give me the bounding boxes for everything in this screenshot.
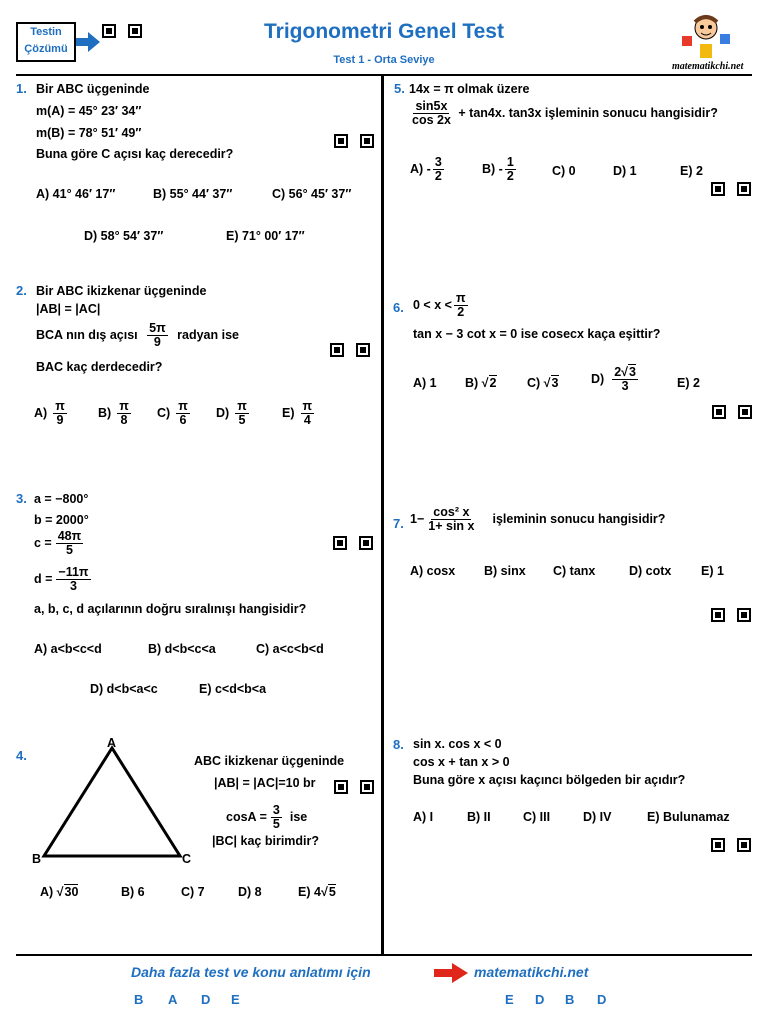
question-3-number: 3. <box>16 491 27 506</box>
q7-line1: 1− $\frac{\text{cos² x}}{\text{1+ sin x}}$ işleminin sonucu hangisidir? <box>410 505 666 534</box>
q4-option-a[interactable]: A) √30 <box>40 885 79 899</box>
answer-key-7: B <box>565 992 575 1007</box>
vertex-c-label: C <box>182 852 192 866</box>
q4-option-e[interactable]: E) 4√5 <box>298 885 336 899</box>
q4-qr-code[interactable] <box>334 780 374 820</box>
q1-option-b[interactable]: B) 55° 44′ 37″ <box>153 187 233 201</box>
q3-option-e[interactable]: E) c<d<b<a <box>199 682 267 696</box>
question-4-number: 4. <box>16 748 27 763</box>
q3-line2: b = 2000° <box>34 513 89 527</box>
q6-option-d[interactable]: D) $\frac{2√3}{3}$ <box>591 365 636 394</box>
site-logo-text: matematikchi.net <box>672 61 744 72</box>
q4-option-d[interactable]: D) 8 <box>238 885 262 899</box>
q1-line2: m(A) = 45° 23′ 34″ <box>36 104 142 118</box>
q3-qr-code[interactable] <box>333 536 373 576</box>
q4-line3: cosA = $\frac{3}{5}$ ise <box>226 803 308 832</box>
q6-line2: tan x − 3 cot x = 0 ise cosecx kaça eşittir? <box>413 327 661 341</box>
center-divider <box>381 74 384 954</box>
q3-line3: c = $\frac{48\pi}{5}$ <box>34 529 82 558</box>
q4-option-c[interactable]: C) 7 <box>181 885 205 899</box>
q6-line1: 0 < x < $\frac{\pi}{2}$ <box>413 291 466 320</box>
q1-option-e[interactable]: E) 71° 00′ 17″ <box>226 229 305 243</box>
q2-line4: BAC kaç derdecedir? <box>36 360 163 374</box>
q6-option-a[interactable]: A) 1 <box>413 376 437 390</box>
answer-key-3: D <box>201 992 211 1007</box>
q8-option-a[interactable]: A) I <box>413 810 434 824</box>
question-6-number: 6. <box>393 300 404 315</box>
answer-key-8: D <box>597 992 607 1007</box>
q7-qr-code[interactable] <box>711 608 751 648</box>
q5-line1: 14x = π olmak üzere <box>409 82 530 96</box>
bottom-divider <box>16 954 752 956</box>
footer-site-link[interactable]: matematikchi.net <box>474 964 589 980</box>
answer-key-left <box>134 992 240 1007</box>
q6-qr-code[interactable] <box>712 405 752 445</box>
q7-option-a[interactable]: A) cosx <box>410 564 456 578</box>
q4-line1: ABC ikizkenar üçgeninde <box>194 754 345 768</box>
mascot-logo-icon <box>678 14 734 62</box>
vertex-b-label: B <box>32 852 42 866</box>
footer-text: Daha fazla test ve konu anlatımı için <box>131 964 371 980</box>
q2-fraction: $\frac{5\pi}{9}$ <box>149 321 166 350</box>
q2-line3-b: radyan ise <box>177 327 239 342</box>
q2-option-b[interactable]: B) $\frac{\pi}{8}$ <box>98 399 129 428</box>
solution-label-line2: Çözümü <box>24 43 68 55</box>
q8-option-e[interactable]: E) Bulunamaz <box>647 810 730 824</box>
solution-label-line1: Testin <box>30 26 62 38</box>
q8-line1: sin x. cos x < 0 <box>413 737 502 751</box>
question-7-number: 7. <box>393 516 404 531</box>
q3-option-b[interactable]: B) d<b<c<a <box>148 642 216 656</box>
q6-option-c[interactable]: C) √3 <box>527 376 559 390</box>
answer-key-1: B <box>134 992 144 1007</box>
q5-option-c[interactable]: C) 0 <box>552 164 576 178</box>
q5-option-a[interactable]: A) - $\frac{3}{2}$ <box>410 155 442 184</box>
q3-option-d[interactable]: D) d<b<a<c <box>90 682 158 696</box>
q7-option-c[interactable]: C) tanx <box>553 564 596 578</box>
answer-key-right <box>505 992 606 1007</box>
question-8-number: 8. <box>393 737 404 752</box>
page-subtitle: Test 1 - Orta Seviye <box>333 54 435 66</box>
q8-option-d[interactable]: D) IV <box>583 810 612 824</box>
answer-key-6: D <box>535 992 545 1007</box>
q4-option-b[interactable]: B) 6 <box>121 885 145 899</box>
q2-line3 <box>36 322 239 349</box>
q1-line4: Buna göre C açısı kaç derecedir? <box>36 147 234 161</box>
q2-line3-a: BCA nın dış açısı <box>36 327 138 342</box>
q8-option-b[interactable]: B) II <box>467 810 491 824</box>
q5-option-b[interactable]: B) - $\frac{1}{2}$ <box>482 155 514 184</box>
top-divider <box>16 74 752 76</box>
q2-line2: |AB| = |AC| <box>36 302 101 316</box>
q7-option-b[interactable]: B) sinx <box>484 564 526 578</box>
q8-qr-code[interactable] <box>711 838 751 878</box>
q8-option-c[interactable]: C) III <box>523 810 551 824</box>
q2-option-e[interactable]: E) $\frac{\pi}{4}$ <box>282 399 313 428</box>
q8-line3: Buna göre x açısı kaçıncı bölgeden bir açıdır? <box>413 773 686 787</box>
q6-option-b[interactable]: B) √2 <box>465 376 497 390</box>
q1-qr-code[interactable] <box>334 134 374 174</box>
q6-option-e[interactable]: E) 2 <box>677 376 700 390</box>
q3-option-c[interactable]: C) a<c<b<d <box>256 642 324 656</box>
answer-key-5: E <box>505 992 514 1007</box>
page-title: Trigonometri Genel Test <box>264 20 504 43</box>
q1-line3: m(B) = 78° 51′ 49″ <box>36 126 142 140</box>
q8-line2: cos x + tan x > 0 <box>413 755 510 769</box>
q7-option-e[interactable]: E) 1 <box>701 564 724 578</box>
q3-option-a[interactable]: A) a<b<c<d <box>34 642 102 656</box>
q5-qr-code[interactable] <box>711 182 751 222</box>
q4-line2: |AB| = |AC|=10 br <box>214 776 316 790</box>
q1-option-d[interactable]: D) 58° 54′ 37″ <box>84 229 164 243</box>
q7-option-d[interactable]: D) cotx <box>629 564 672 578</box>
q3-line1: a = −800° <box>34 492 89 506</box>
q1-line1: Bir ABC üçgeninde <box>36 82 150 96</box>
question-5-number: 5. <box>394 81 405 96</box>
arrow-right-icon <box>434 963 468 983</box>
q2-option-a[interactable]: A) $\frac{\pi}{9}$ <box>34 399 65 428</box>
q3-line4: d = $\frac{-11\pi}{3}$ <box>34 565 89 594</box>
answer-key-4: E <box>231 992 240 1007</box>
answer-key-2: A <box>168 992 178 1007</box>
q1-option-c[interactable]: C) 56° 45′ 37″ <box>272 187 352 201</box>
vertex-a-label: A <box>107 736 117 750</box>
q2-qr-code[interactable] <box>330 343 370 383</box>
question-1-number: 1. <box>16 81 27 96</box>
q4-line4: |BC| kaç birimdir? <box>212 834 320 848</box>
question-2-number: 2. <box>16 283 27 298</box>
q5-option-d[interactable]: D) 1 <box>613 164 637 178</box>
q1-option-a[interactable]: A) 41° 46′ 17″ <box>36 187 116 201</box>
q3-line5: a, b, c, d açılarının doğru sıralınışı hangisidir? <box>34 602 307 616</box>
q5-line2: $\frac{\sin 5x}{\cos 2x}$ + tan4x. tan3x işleminin sonucu hangisidir? <box>412 99 718 128</box>
q2-line1: Bir ABC ikizkenar üçgeninde <box>36 284 207 298</box>
q2-option-d[interactable]: D) $\frac{\pi}{5}$ <box>216 399 247 428</box>
q5-option-e[interactable]: E) 2 <box>680 164 703 178</box>
q2-option-c[interactable]: C) $\frac{\pi}{6}$ <box>157 399 188 428</box>
triangle-figure <box>30 732 200 872</box>
